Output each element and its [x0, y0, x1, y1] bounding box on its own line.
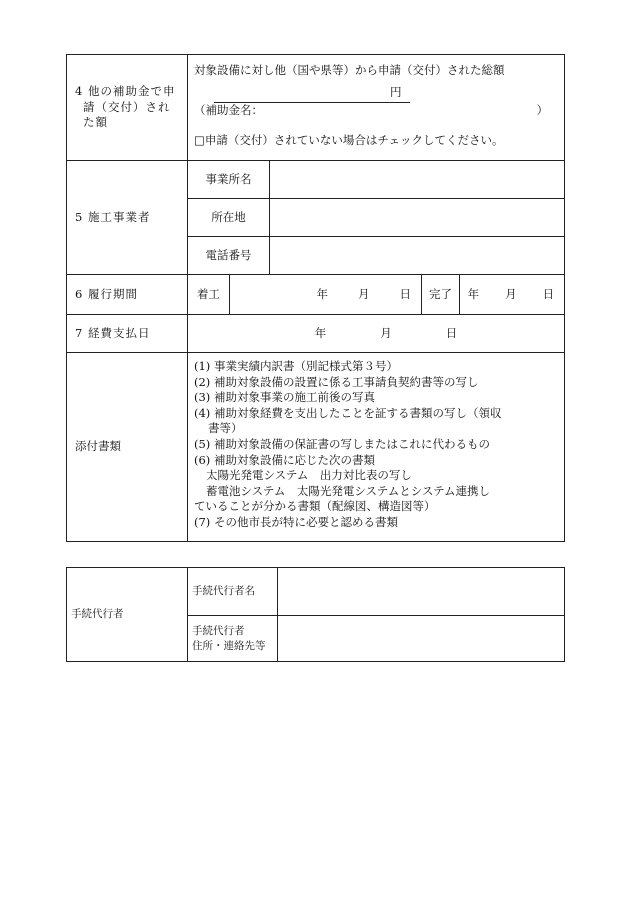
phone-label: 電話番号: [188, 237, 270, 275]
agent-table: [66, 567, 565, 662]
attachment-subitem-continued: ていることが分かる書類（配線図、構造図等）: [194, 499, 436, 514]
end-day-label: 日: [542, 286, 555, 301]
payment-date-field[interactable]: [188, 315, 565, 353]
payment-month-label: 月: [380, 325, 392, 340]
address-label: 所在地: [188, 199, 270, 237]
amount-unit: 円: [390, 84, 402, 99]
attachment-item-continued: 書等）: [208, 421, 243, 436]
subsidy-name-field[interactable]: [194, 103, 558, 121]
end-month-label: 月: [505, 286, 517, 301]
subsidy-amount-field[interactable]: [194, 85, 558, 103]
period-label: 6 履行期間: [67, 275, 188, 315]
other-subsidy-label: 4 他の補助金で申 請（交付）され た額: [67, 55, 188, 161]
no-subsidy-checkbox-row: [194, 133, 558, 149]
other-subsidy-description: 対象設備に対し他（国や県等）から申請（交付）された総額: [194, 63, 505, 77]
row-other-subsidy: [67, 55, 565, 161]
row-payment-date: [67, 315, 565, 353]
agent-label: 手続代行者: [67, 568, 188, 662]
attachment-item: (2) 補助対象設備の設置に係る工事請負契約書等の写し: [194, 374, 479, 389]
attachment-item: (4) 補助対象経費を支出したことを証する書類の写し（領収: [194, 405, 502, 420]
attachment-item: (7) その他市長が特に必要と認める書類: [194, 514, 398, 529]
end-label: 完了: [422, 275, 460, 315]
attachments-label: 添付書類: [67, 353, 188, 542]
row-attachments: [67, 353, 565, 542]
start-label: 着工: [188, 275, 230, 315]
attachments-list: [188, 353, 565, 542]
end-year-label: 年: [467, 286, 480, 301]
agent-name-label: 手続代行者名: [188, 568, 278, 616]
no-subsidy-checkbox-label: 申請（交付）されていない場合はチェックしてください。: [204, 132, 504, 147]
attachment-item: (3) 補助対象事業の施工前後の写真: [194, 390, 375, 405]
other-subsidy-body: [188, 55, 565, 161]
row-performance-period: [67, 275, 565, 315]
attachment-item: (5) 補助対象設備の保証書の写しまたはこれに代わるもの: [194, 436, 490, 451]
start-day-label: 日: [399, 286, 411, 301]
attachment-item: (6) 補助対象設備に応じた次の書類: [194, 452, 375, 467]
payment-day-label: 日: [445, 325, 458, 340]
start-date-field[interactable]: [230, 275, 422, 315]
office-name-label: 事業所名: [188, 161, 270, 199]
end-date-field[interactable]: [460, 275, 565, 315]
agent-contact-input[interactable]: [278, 616, 565, 662]
payment-date-label: 7 経費支払日: [67, 315, 188, 353]
attachment-subitem: 太陽光発電システム 出力対比表の写し: [206, 468, 412, 483]
start-month-label: 月: [358, 286, 370, 301]
office-name-input[interactable]: [270, 161, 565, 199]
row-contractor-office: [67, 161, 565, 199]
agent-name-input[interactable]: [278, 568, 565, 616]
phone-input[interactable]: [270, 237, 565, 275]
address-input[interactable]: [270, 199, 565, 237]
row-agent-name: [67, 568, 565, 616]
subsidy-name-label: （補助金名：: [194, 102, 263, 117]
payment-year-label: 年: [314, 325, 327, 340]
subsidy-name-close: ）: [536, 102, 549, 117]
contractor-label: 5 施工事業者: [67, 161, 188, 275]
agent-contact-label: 手続代行者 住所・連絡先等: [188, 616, 278, 662]
attachment-subitem: 蓄電池システム 太陽光発電システムとシステム連携し: [206, 483, 491, 498]
attachment-item: (1) 事業実績内訳書（別記様式第３号）: [194, 359, 398, 373]
no-subsidy-checkbox[interactable]: □: [194, 132, 205, 147]
application-form-table: [66, 54, 565, 542]
start-year-label: 年: [316, 286, 328, 301]
